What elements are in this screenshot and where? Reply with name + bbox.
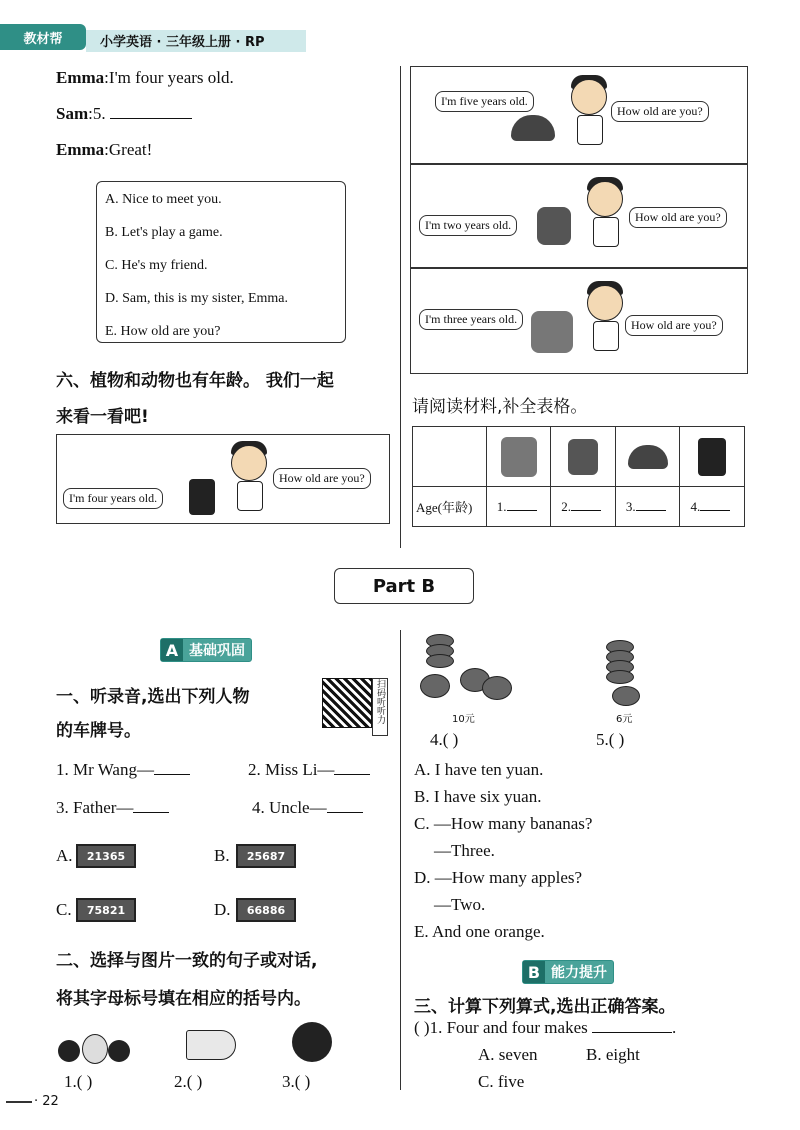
speech-bubble-right: How old are you? <box>273 468 371 489</box>
deer-icon <box>568 439 598 475</box>
book-title: 小学英语 · 三年级上册 · RP <box>100 35 265 50</box>
option-c: C. He's my friend. <box>105 258 208 273</box>
horse-icon <box>531 311 573 353</box>
picture-panels-right <box>410 66 748 374</box>
section-b-badge: B 能力提升 <box>522 960 614 984</box>
license-plate-d: 66886 <box>236 898 296 922</box>
license-plate-b: 25687 <box>236 844 296 868</box>
age-row-label: Age(年龄) <box>413 487 487 527</box>
option-d: D. Sam, this is my sister, Emma. <box>105 291 288 306</box>
q3-option-b: B. eight <box>586 1045 640 1064</box>
q2-title-line1: 二、选择与图片一致的句子或对话, <box>56 951 318 971</box>
tortoise-icon <box>628 445 668 469</box>
age-table: Age(年龄) 1. 2. 3. 4. <box>412 426 745 527</box>
age-blank-1[interactable] <box>507 510 537 511</box>
q1-title-line2: 的车牌号。 <box>56 721 141 741</box>
q3-option-c: C. five <box>478 1072 525 1091</box>
bananas-icon <box>186 1030 236 1060</box>
dialogue-line-2: Sam:5. <box>56 104 192 124</box>
qr-code-icon[interactable] <box>322 678 372 728</box>
q1-item-3: 3. Father— <box>56 798 169 818</box>
money-label-6: 6元 <box>616 714 633 725</box>
plate-letter-c: C. <box>56 900 72 919</box>
q2-option-c-answer: —Three. <box>434 841 495 860</box>
dialogue-line-1: Emma:I'm four years old. <box>56 68 234 87</box>
license-plate-c: 75821 <box>76 898 136 922</box>
page-rule <box>6 1101 32 1103</box>
speech-bubble-right-2: How old are you? <box>629 207 727 228</box>
q1-item-4: 4. Uncle— <box>252 798 363 818</box>
speech-bubble-tortoise: I'm five years old. <box>435 91 534 112</box>
q3-item-1: ( )1. Four and four makes . <box>414 1018 677 1037</box>
age-blank-3[interactable] <box>636 510 666 511</box>
q2-option-d: D. —How many apples? <box>414 868 583 887</box>
apple-icon <box>108 1040 130 1062</box>
plate-letter-d: D. <box>214 900 231 919</box>
brand-badge: 教材帮 <box>0 24 86 50</box>
column-divider-bottom <box>400 630 401 1090</box>
q2-title-line2: 将其字母标号填在相应的括号内。 <box>56 989 311 1009</box>
speech-bubble-right-1: How old are you? <box>611 101 709 122</box>
q3-option-a: A. seven <box>478 1045 538 1064</box>
q3-blank[interactable] <box>592 1032 672 1033</box>
q2-pic-1-answer[interactable]: 1.( ) <box>64 1072 93 1091</box>
section6-title-line2: 来看一看吧! <box>56 407 149 427</box>
q1-title-line1: 一、听录音,选出下列人物 <box>56 687 250 707</box>
q2-option-a: A. I have ten yuan. <box>414 760 544 779</box>
age-blank-2[interactable] <box>571 510 601 511</box>
part-b-heading: Part B <box>334 568 474 604</box>
q2-item-4-answer[interactable]: 4.( ) <box>430 730 459 749</box>
option-a: A. Nice to meet you. <box>105 192 222 207</box>
speech-bubble-left: I'm four years old. <box>63 488 163 509</box>
coins-6-yuan <box>600 640 650 710</box>
qr-label: 扫码听听力 <box>372 678 388 736</box>
dialogue-line-3: Emma:Great! <box>56 140 153 159</box>
deer-icon <box>537 207 571 245</box>
pear-icon <box>82 1034 108 1064</box>
speech-bubble-right-3: How old are you? <box>625 315 723 336</box>
section6-title-line1: 六、植物和动物也有年龄。 我们一起 <box>56 371 334 391</box>
q2-option-d-answer: —Two. <box>434 895 486 914</box>
tortoise-icon <box>511 115 555 141</box>
boy-icon <box>571 79 607 115</box>
option-e: E. How old are you? <box>105 324 221 339</box>
options-box <box>96 181 346 343</box>
page-number: · 22 <box>34 1094 59 1109</box>
speech-bubble-deer: I'm two years old. <box>419 215 517 236</box>
plate-letter-a: A. <box>56 846 73 865</box>
tree-stump-icon <box>698 438 726 476</box>
column-divider-top <box>400 66 401 548</box>
q3-title: 三、计算下列算式,选出正确答案。 <box>414 997 676 1017</box>
q2-option-e: E. And one orange. <box>414 922 545 941</box>
q1-item-1: 1. Mr Wang— <box>56 760 190 780</box>
option-b: B. Let's play a game. <box>105 225 223 240</box>
read-prompt: 请阅读材料,补全表格。 <box>412 397 588 417</box>
q2-pic-3-answer[interactable]: 3.( ) <box>282 1072 311 1091</box>
boy-icon <box>587 285 623 321</box>
coins-10-yuan <box>420 634 520 708</box>
section-a-badge: A 基础巩固 <box>160 638 252 662</box>
tree-stump-icon <box>189 479 215 515</box>
plate-letter-b: B. <box>214 846 230 865</box>
money-label-10: 10元 <box>452 714 475 725</box>
age-blank-4[interactable] <box>700 510 730 511</box>
q2-pic-2-answer[interactable]: 2.( ) <box>174 1072 203 1091</box>
boy-icon <box>587 181 623 217</box>
picture-panel-stump <box>56 434 390 524</box>
speech-bubble-horse: I'm three years old. <box>419 309 523 330</box>
orange-icon <box>292 1022 332 1062</box>
boy-body <box>237 481 263 511</box>
apple-icon <box>58 1040 80 1062</box>
license-plate-a: 21365 <box>76 844 136 868</box>
q2-item-5-answer[interactable]: 5.( ) <box>596 730 625 749</box>
horse-icon <box>501 437 537 477</box>
q2-option-b: B. I have six yuan. <box>414 787 542 806</box>
q1-item-2: 2. Miss Li— <box>248 760 370 780</box>
boy-icon <box>231 445 267 481</box>
q2-option-c: C. —How many bananas? <box>414 814 593 833</box>
answer-blank[interactable] <box>110 118 192 119</box>
